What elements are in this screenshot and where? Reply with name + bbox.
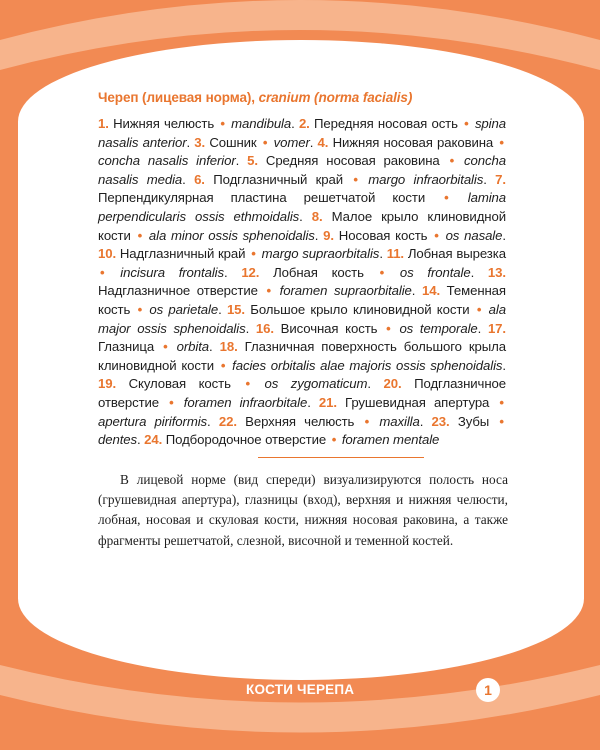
legend-separator: • [169, 394, 174, 410]
legend-number: 23. [431, 413, 450, 429]
legend-number: 22. [218, 413, 237, 429]
section-divider [258, 457, 424, 458]
legend-separator: • [464, 116, 469, 131]
legend-russian-term: Большое крыло клиновидной кости [250, 301, 470, 317]
legend-latin-term: mandibula [231, 116, 292, 131]
legend-russian-term: Надглазничное отверстие [98, 283, 258, 299]
legend-number: 7. [495, 171, 506, 187]
description-paragraph: В лицевой норме (вид спереди) визуализируются полость носа (грушевидная апертура), глазницы (вход), верхняя и нижняя челюсти, лобная, носовая и скуловая кости, нижняя носовая раковина, а также фрагменты решетчатой, слезной, височной и теменной костей. [98, 472, 508, 548]
legend-number: 19. [98, 376, 117, 392]
legend-number: 6. [194, 171, 205, 187]
legend-number: 11. [386, 246, 404, 262]
legend-separator: • [353, 171, 358, 187]
legend-entry: 5. Средняя носовая раковина • concha nasalis media. [98, 153, 506, 187]
legend-number: 12. [241, 264, 260, 280]
legend-entry: 1. Нижняя челюсть • mandibula. [98, 116, 299, 131]
legend-latin-term: ala minor ossis sphenoidalis [148, 227, 315, 243]
legend-latin-term: maxilla [379, 413, 420, 429]
legend-entry: 22. Верхняя челюсть • maxilla. [218, 413, 432, 429]
legend-latin-term: concha nasalis inferior [98, 153, 236, 169]
legend-entry: 2. Передняя носовая ость • spina nasalis anterior. [98, 116, 506, 150]
legend-russian-term: Средняя носовая раковина [265, 153, 440, 169]
legend-number: 10. [98, 246, 117, 262]
legend-number: 3. [194, 134, 206, 150]
legend-number: 4. [317, 134, 329, 150]
legend-text [98, 115, 506, 450]
legend-latin-term: incisura frontalis [120, 264, 224, 280]
legend-latin-term: facies orbitalis alae majoris ossis sphenoidalis [232, 357, 503, 373]
legend-entry: 4. Нижняя носовая раковина • concha nasalis inferior. [98, 134, 504, 169]
legend-latin-term: orbita [176, 339, 210, 355]
legend-separator: • [100, 264, 105, 280]
legend-number: 14. [421, 283, 441, 299]
legend-russian-term: Височная кость [280, 320, 378, 336]
legend-latin-term: os parietale [149, 301, 219, 317]
legend-separator: • [251, 246, 256, 262]
legend-russian-term: Сошник [209, 134, 257, 150]
legend-entry: 8. Малое крыло клиновидной кости • ala minor ossis sphenoidalis. [98, 208, 506, 243]
legend-russian-term: Подглазничный край [213, 171, 344, 187]
legend-entry: 20. Подглазничное отверстие • foramen infraorbitale. [98, 376, 506, 410]
legend-latin-term: margo supraorbitalis [261, 246, 380, 262]
legend-separator: • [220, 116, 225, 131]
legend-latin-term: concha nasalis media [98, 153, 506, 187]
legend-russian-term: Малое крыло клиновидной кости [98, 208, 506, 243]
legend-entry: 12. Лобная кость • os frontale. [241, 264, 488, 280]
legend-latin-term: foramen supraorbitalie [279, 283, 412, 299]
figure-legend-block [98, 90, 506, 450]
legend-separator: • [499, 134, 504, 150]
legend-entry: 6. Подглазничный край • margo infraorbitalis. [194, 171, 496, 187]
legend-separator: • [499, 394, 504, 410]
legend-russian-term: Нижняя носовая раковина [332, 134, 494, 150]
legend-russian-term: Верхняя челюсть [245, 413, 355, 429]
legend-russian-term: Теменная кость [98, 283, 506, 317]
legend-number: 18. [219, 339, 238, 355]
legend-latin-term: lamina perpendicularis ossis ethmoidalis [98, 190, 506, 224]
legend-number: 21. [318, 394, 337, 410]
legend-separator: • [262, 134, 268, 150]
legend-russian-term: Глазничная поверхность большого крыла клиновидной кости [98, 339, 506, 373]
legend-latin-term: spina nasalis anterior [98, 116, 506, 150]
legend-number: 17. [487, 320, 506, 336]
legend-latin-term: foramen mentale [341, 432, 440, 448]
legend-entry: 7. Перпендикулярная пластина решетчатой кости • lamina perpendicularis ossis ethmoidalis. [98, 171, 506, 224]
legend-entry: 23. Зубы • dentes. [98, 413, 504, 448]
legend-entry: 19. Скуловая кость • os zygomaticum. [98, 376, 384, 392]
legend-separator: • [245, 376, 250, 392]
legend-russian-term: Подглазничное отверстие [98, 376, 506, 410]
legend-latin-term: os nasale [445, 227, 503, 243]
legend-latin-term: os frontale [399, 264, 471, 280]
legend-russian-term: Надглазничный край [119, 246, 246, 262]
legend-latin-term: os zygomaticum [264, 376, 368, 392]
legend-separator: • [364, 413, 370, 429]
heading-russian: Череп (лицевая норма), [98, 90, 255, 105]
legend-russian-term: Зубы [457, 413, 490, 429]
legend-number: 8. [311, 208, 323, 224]
legend-number: 13. [487, 264, 506, 280]
legend-entry: 21. Грушевидная апертура • apertura piriformis. [98, 394, 504, 429]
legend-separator: • [379, 264, 385, 280]
footer-chapter-title: КОСТИ ЧЕРЕПА [246, 682, 355, 697]
legend-number: 2. [298, 116, 310, 131]
legend-number: 9. [323, 227, 334, 243]
legend-entry: 18. Глазничная поверхность большого крыла клиновидной кости • facies orbitalis alae majoris ossis sphenoidalis. [98, 339, 506, 373]
legend-separator: • [266, 283, 272, 299]
legend-separator: • [499, 413, 504, 429]
legend-number: 24. [144, 432, 163, 448]
legend-separator: • [220, 357, 226, 373]
legend-entry: 14. Теменная кость • os parietale. [98, 283, 506, 317]
legend-number: 15. [226, 301, 245, 317]
legend-separator: • [137, 301, 143, 317]
legend-latin-term: vomer [273, 134, 310, 150]
legend-separator: • [476, 301, 482, 317]
page-number-badge: 1 [476, 678, 500, 702]
legend-russian-term: Перпендикулярная пластина решетчатой кости [98, 190, 426, 206]
legend-latin-term: dentes [98, 432, 137, 448]
heading-latin: cranium (norma facialis) [258, 90, 413, 105]
legend-latin-term: ala major ossis sphenoidalis [98, 301, 506, 336]
legend-latin-term: os temporale [399, 320, 478, 336]
legend-latin-term: foramen infraorbitale [183, 394, 308, 410]
legend-separator: • [137, 227, 143, 243]
legend-russian-term: Носовая кость [338, 227, 428, 243]
legend-entry: 17. Глазница • orbita. [98, 320, 506, 355]
legend-number: 1. [98, 116, 109, 131]
legend-russian-term: Грушевидная апертура [345, 394, 490, 410]
legend-separator: • [444, 190, 449, 206]
legend-latin-term: margo infraorbitalis [368, 171, 484, 187]
legend-separator: • [386, 320, 391, 336]
legend-number: 20. [383, 376, 402, 392]
legend-russian-term: Лобная вырезка [407, 246, 506, 262]
legend-russian-term: Скуловая кость [128, 376, 231, 392]
legend-russian-term: Нижняя челюсть [113, 116, 215, 131]
legend-separator: • [163, 339, 168, 355]
legend-russian-term: Передняя носовая ость [314, 116, 458, 131]
legend-entry: 13. Надглазничное отверстие • foramen supraorbitalie. [98, 264, 506, 299]
legend-entry: 3. Сошник • vomer. [194, 134, 318, 150]
legend-latin-term: apertura piriformis [98, 413, 208, 429]
legend-number: 16. [255, 320, 274, 336]
legend-entry [144, 432, 439, 447]
legend-separator: • [331, 432, 337, 448]
legend-entry: 10. Надглазничный край • margo supraorbitalis. [98, 246, 387, 262]
legend-russian-term: Лобная кость [273, 264, 364, 280]
legend-russian-term: Глазница [98, 339, 155, 355]
legend-entry: 11. Лобная вырезка • incisura frontalis. [100, 246, 506, 280]
legend-separator: • [434, 227, 439, 243]
legend-russian-term: Подбородочное отверстие [165, 432, 327, 448]
legend-heading [98, 90, 506, 105]
legend-number: 5. [247, 153, 258, 169]
legend-separator: • [449, 153, 455, 169]
legend-entry: 9. Носовая кость • os nasale. [323, 227, 506, 243]
legend-entry: 15. Большое крыло клиновидной кости • ala major ossis sphenoidalis. [98, 301, 506, 336]
legend-entry: 16. Височная кость • os temporale. [255, 320, 488, 336]
